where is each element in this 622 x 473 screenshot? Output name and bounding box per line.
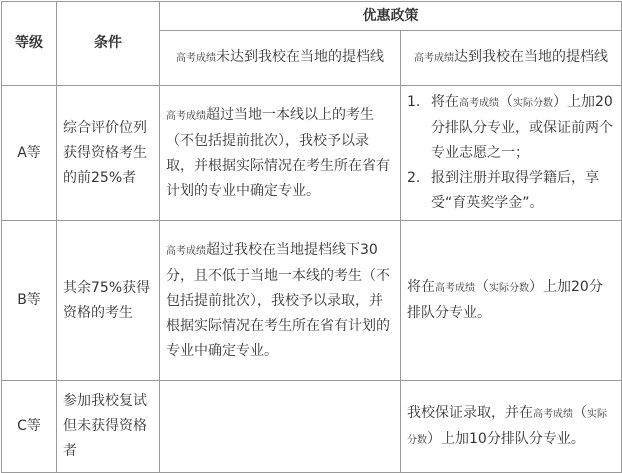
reach-text-mid: （ xyxy=(475,279,489,295)
reach-text-post: ）上加20分排队分专业。 xyxy=(407,279,603,321)
admission-policy-table xyxy=(1,1,622,473)
condition-cell: 参加我校复试但未获得资格者 xyxy=(57,381,160,473)
list-text-pre: 将在 xyxy=(431,94,459,110)
reach-small-label-2: 实际分数 xyxy=(407,408,607,446)
below-threshold-cell xyxy=(160,86,401,221)
table-row-a xyxy=(2,86,622,221)
list-small-label: 高考成绩 xyxy=(459,98,499,109)
list-item-number: 1. xyxy=(407,94,421,110)
below-threshold-cell xyxy=(160,381,401,473)
header-row-1 xyxy=(2,2,622,31)
below-threshold-cell xyxy=(160,221,401,381)
reach-small-label: 高考成绩 xyxy=(435,283,475,294)
list-item xyxy=(407,90,615,166)
list-item-text: 报到注册并取得学籍后，享受“育英奖学金”。 xyxy=(431,170,599,211)
list-small-label-2: 实际分数 xyxy=(513,98,553,109)
table-row-b xyxy=(2,221,622,381)
list-item-text xyxy=(431,90,615,166)
header-condition: 条件 xyxy=(57,2,160,86)
reach-small-label-2: 实际分数 xyxy=(489,283,529,294)
reach-threshold-cell xyxy=(401,221,622,381)
list-item xyxy=(407,166,615,216)
reach-policy-list xyxy=(407,90,615,216)
list-text-mid: （ xyxy=(499,94,513,110)
condition-cell: 其余75%获得资格的考生 xyxy=(57,221,160,381)
header-below-small: 高考成绩 xyxy=(176,53,216,64)
below-policy-text: 超过我校在当地提档线下30分，且不低于当地一本线的考生（不包括提前批次），我校予以录取，并根据实际情况在考生所在省有计划的专业中确定专业。 xyxy=(166,241,390,359)
reach-text-pre: 将在 xyxy=(407,279,435,295)
grade-cell: B等 xyxy=(2,221,57,381)
reach-text-mid: （ xyxy=(573,404,587,421)
list-item-number: 2. xyxy=(407,170,421,186)
table-row-c xyxy=(2,381,622,473)
header-reach-threshold xyxy=(401,31,622,86)
list-text-post: ）上加20分排队分专业，或保证前两个专业志愿之一； xyxy=(431,94,613,161)
reach-threshold-cell xyxy=(401,86,622,221)
reach-text-pre: 我校保证录取，并在 xyxy=(407,404,533,421)
below-policy-text: 超过当地一本线以上的考生（不包括提前批次），我校予以录取，并根据实际情况在考生所在省有计划的专业中确定专业。 xyxy=(166,106,390,199)
header-policy: 优惠政策 xyxy=(160,2,622,31)
condition-cell: 综合评价位列获得资格考生的前25%者 xyxy=(57,86,160,221)
header-grade: 等级 xyxy=(2,2,57,86)
below-small-label: 高考成绩 xyxy=(166,245,206,257)
below-small-label: 高考成绩 xyxy=(166,110,206,122)
header-reach-small: 高考成绩 xyxy=(414,53,454,64)
grade-cell: A等 xyxy=(2,86,57,221)
reach-threshold-cell xyxy=(401,381,622,473)
reach-small-label: 高考成绩 xyxy=(533,408,573,420)
header-below-threshold xyxy=(160,31,401,86)
header-below-text: 未达到我校在当地的提档线 xyxy=(216,49,384,65)
reach-text-post: ）上加10分排队分专业。 xyxy=(427,430,585,447)
grade-cell: C等 xyxy=(2,381,57,473)
header-reach-text: 达到我校在当地的提档线 xyxy=(454,49,608,65)
